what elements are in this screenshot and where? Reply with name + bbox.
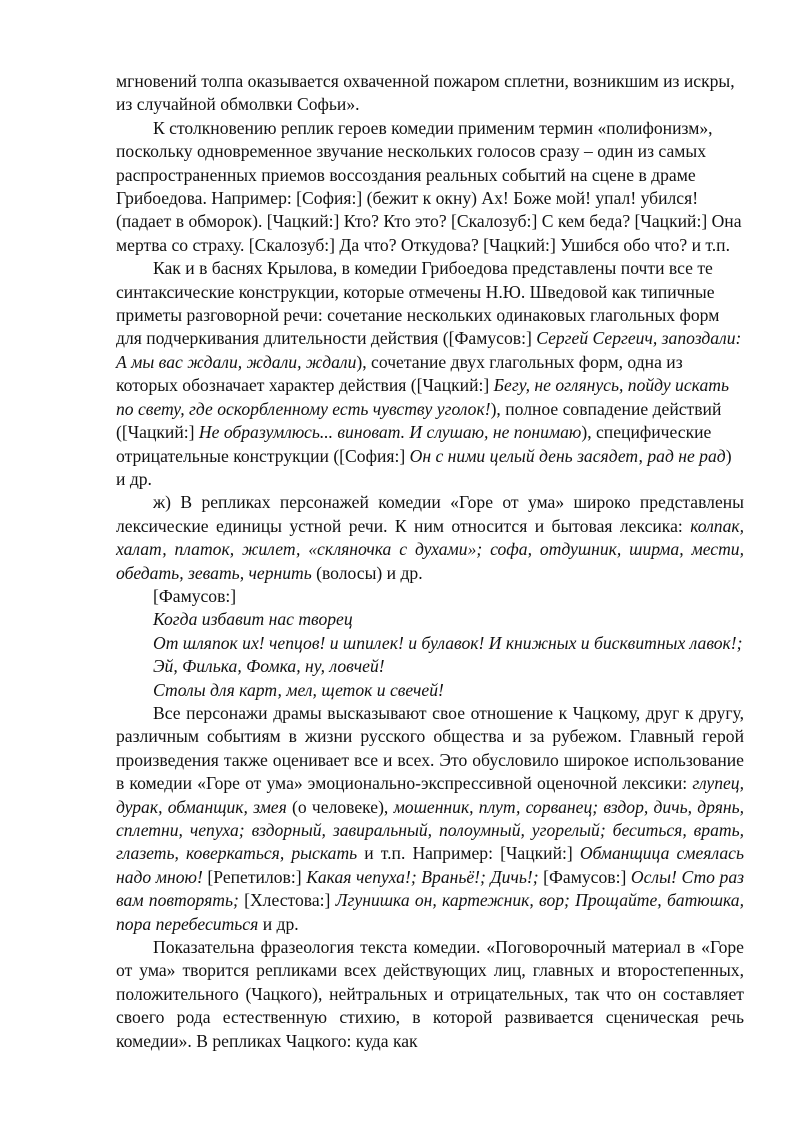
text-segment: и т.п. Например: [Чацкий:] <box>357 843 580 864</box>
italic-text: Какая чепуха!; Враньё!; Дичь!; <box>306 866 539 887</box>
poem-line: От шляпок их! чепцов! и шпилек! и булавок! И книжных и бисквитных лавок!; <box>153 632 743 653</box>
italic-text: колпак, халат, платок, жилет, «скляночка с духами»; софа, отдушник, ширма, мести, обедать, зевать, чернить <box>116 515 744 583</box>
text-segment: К столкновению реплик героев комедии применим термин «полифонизм», поскольку одновременное звучание нескольких голосов сразу – один из самых распространенных приемов воссоздания реальных событий на сцене в драме Грибоедова. Например: [София:] (бежит к окну) Ах! Боже мой! упал! убился! (падает в обморок). [Чацкий:] Кто? Кто это? [Скалозуб:] С кем беда? [Чацкий:] Она мертва со страху. [Скалозуб:] Да что? Откудова? [Чацкий:] Ушибся обо что? и т.п. <box>116 117 742 255</box>
text-segment: [Репетилов:] <box>202 866 307 887</box>
italic-text: Ослы! Сто раз вам повторять; <box>116 866 744 911</box>
text-segment: (волосы) и др. <box>311 562 423 583</box>
paragraph <box>116 117 744 257</box>
document-page <box>116 70 744 1053</box>
text-segment: ) и др. <box>116 445 732 489</box>
text-segment: ), полное совпадение действий ([Чацкий:] <box>116 398 722 443</box>
italic-text: Сергей Сергеич, запоздали: А мы вас ждали, ждали, ждали <box>116 328 742 372</box>
poem-block <box>116 585 744 702</box>
paragraph <box>116 257 744 491</box>
italic-text: Лгунишка он, картежник, вор; Прощайте, батюшка, пора перебеситься <box>116 890 744 934</box>
poem-line: Когда избавит нас творец <box>153 609 353 630</box>
italic-text: Бегу, не оглянусь, пойду искать по свету, где оскорбленному есть чувству уголок! <box>116 375 729 419</box>
paragraphs-before <box>116 70 744 585</box>
text-segment: Показательна фразеология текста комедии. «Поговорочный материал в «Горе от ума» творится репликами всех действующих лиц, главных и второстепенных, положительного (Чацкого), нейтральных и отрицательных, так что он составляет своего рода естественную стихию, в которой развивается сценическая речь комедии». В репликах Чацкого: куда как <box>116 937 744 1051</box>
text-segment: ), специфические отрицательные конструкции ([София:] <box>116 422 712 466</box>
paragraph <box>116 70 744 117</box>
italic-text: глупец, дурак, обманщик, змея <box>116 773 744 817</box>
poem-line: Эй, Филька, Фомка, ну, ловчей! <box>153 656 385 677</box>
text-segment: ), сочетание двух глагольных форм, одна из которых обозначает характер действия ([Чацкий:] <box>116 351 683 396</box>
italic-text: Не образумлюсь... виноват. И слушаю, не понимаю <box>198 422 582 443</box>
text-segment: Все персонажи драмы высказывают свое отношение к Чацкому, друг к другу, различным событиям в жизни русского общества и за рубежом. Главный герой произведения также оценивает все и всех. Это обусловило широкое использование в комедии «Горе от ума» эмоционально-экспрессивной оценочной лексики: <box>116 702 744 794</box>
text-segment: мгновений толпа оказывается охваченной пожаром сплетни, возникшим из искры, из случайной обмолвки Софьи». <box>116 71 735 115</box>
poem-speaker: [Фамусов:] <box>153 585 237 606</box>
text-segment: ж) В репликах персонажей комедии «Горе от ума» широко представлены лексические единицы устной речи. К ним относится и бытовая лексика: <box>116 492 744 536</box>
text-segment: [Хлестова:] <box>238 890 336 911</box>
italic-text: Он с ними целый день засядет, рад не рад <box>409 445 726 466</box>
text-segment: Как и в баснях Крылова, в комедии Грибоедова представлены почти все те синтаксические конструкции, которые отмечены Н.Ю. Шведовой как типичные приметы разговорной речи: сочетание нескольких одинаковых глагольных форм для подчеркивания длительности действия ([Фамусов:] <box>116 258 720 349</box>
paragraphs-after <box>116 702 744 1053</box>
italic-text: мошенник, плут, сорванец; вздор, дичь, дрянь, сплетни, чепуха; вздорный, завиральный, полоумный, угорелый; беситься, врать, глазеть, коверкаться, рыскать <box>116 796 745 864</box>
italic-text: Обманщица смеялась надо мною! <box>116 843 744 887</box>
text-segment: (о человеке), <box>286 796 394 817</box>
paragraph <box>116 491 744 585</box>
paragraph <box>116 936 744 1053</box>
poem-line: Столы для карт, мел, щеток и свечей! <box>153 679 444 700</box>
text-segment: [Фамусов:] <box>538 866 631 887</box>
paragraph <box>116 702 744 936</box>
text-segment: и др. <box>258 913 299 934</box>
